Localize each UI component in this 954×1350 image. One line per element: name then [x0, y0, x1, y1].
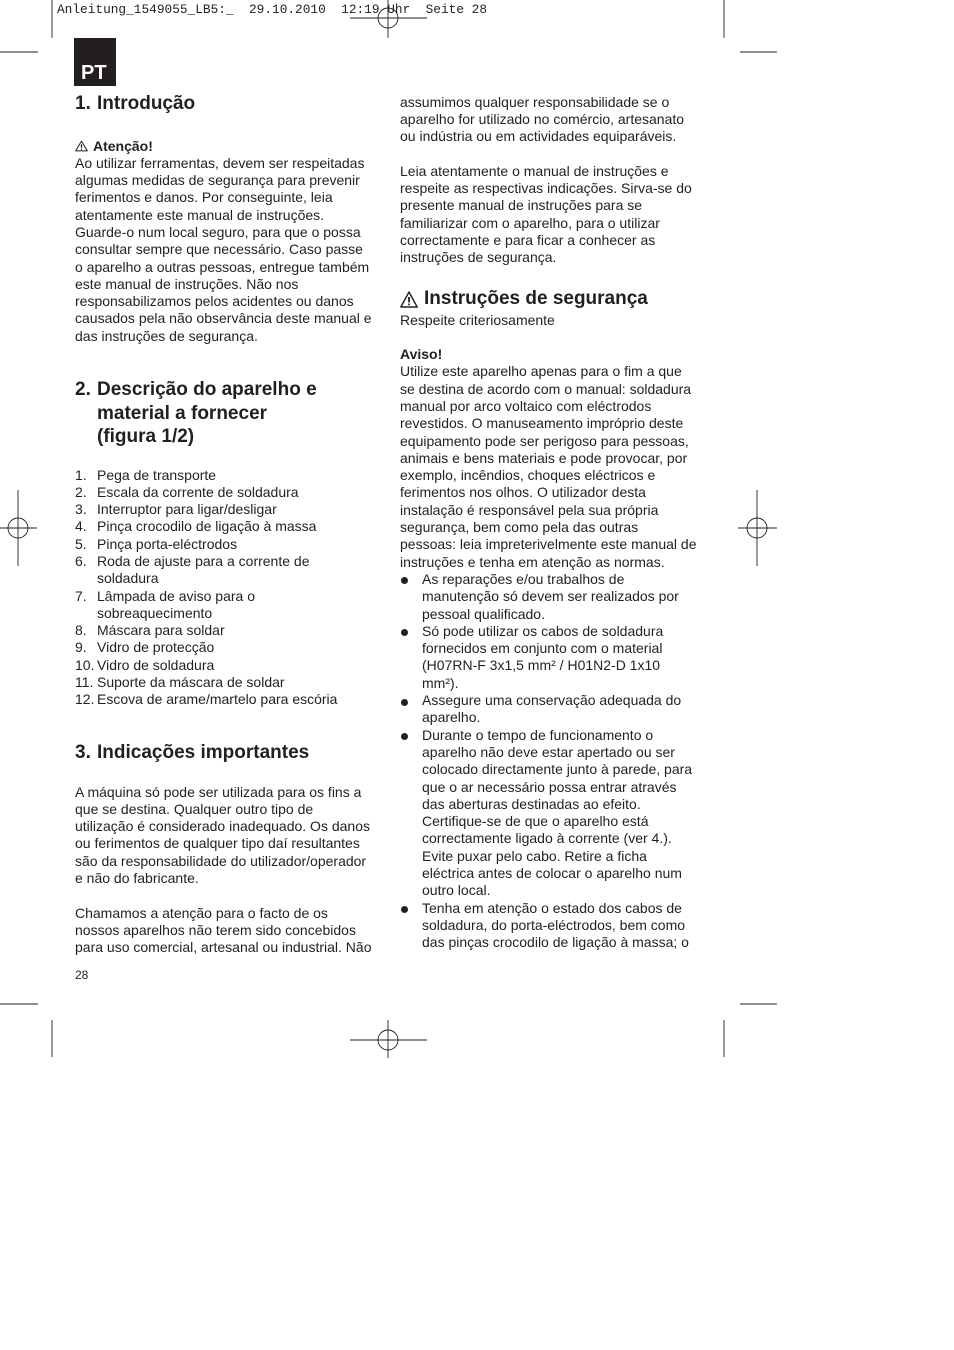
important-paragraph [75, 784, 372, 888]
safety-text-line: animais e bens materiais e pode provocar, por [400, 449, 688, 466]
parts-list-item [75, 588, 337, 623]
parts-list-item [75, 674, 337, 691]
section-number: 2. [75, 379, 91, 401]
safety-text-line: instruções e tenha em atenção as normas. [400, 553, 665, 570]
continued-paragraph-line: Leia atentamente o manual de instruções e [400, 162, 669, 179]
section-title: Descrição do aparelho e [97, 379, 317, 401]
safety-body [400, 312, 697, 952]
introduction-text-line: responsabilizamos pelos acidentes ou danos [75, 293, 354, 310]
parts-list-text [97, 518, 316, 535]
parts-list-item [75, 536, 337, 553]
section-title: Instruções de segurança [424, 288, 648, 309]
safety-text-line: manual por arco voltaico com eléctrodos [400, 397, 652, 414]
parts-list-number: 5. [75, 535, 87, 552]
bullet-icon [401, 629, 408, 636]
parts-list-item [75, 691, 337, 708]
important-paragraph-line: Chamamos a atenção para o facto de os [75, 904, 328, 921]
parts-list-item [75, 484, 337, 501]
page-number: 28 [75, 968, 89, 982]
parts-list-text-line: Escala da corrente de soldadura [97, 483, 299, 500]
introduction-text [75, 155, 372, 345]
safety-bullet-line: Certifique-se de que o aparelho está [422, 813, 649, 830]
parts-list-text-line: soldadura [97, 570, 159, 587]
attention-label: Atenção! [93, 137, 153, 154]
language-badge-label: PT [81, 62, 107, 84]
parts-list-text-line: Pinça crocodilo de ligação à massa [97, 518, 317, 535]
parts-list-text [97, 622, 225, 639]
warning-icon [75, 140, 88, 152]
safety-bullet-item [400, 692, 697, 727]
important-paragraph-line: são da responsabilidade do utilizador/operador [75, 852, 367, 869]
safety-bullet-line: pessoal qualificado. [422, 605, 545, 622]
important-body [75, 784, 372, 957]
section-title: Introdução [97, 93, 196, 114]
safety-text-line: pessoas: leia impreterivelmente este manual de [400, 536, 697, 553]
parts-list-text [97, 484, 299, 501]
introduction-text-line: atentamente este manual de instruções. [75, 206, 325, 223]
parts-list-text-line: Escova de arame/martelo para escória [97, 691, 338, 708]
safety-bullet-item [400, 571, 697, 623]
crop-mark-bottom-left [0, 1004, 52, 1057]
safety-text-line: segurança, bem como pela das outras [400, 519, 639, 536]
safety-bullet-line: das pinças crocodilo de ligação à massa; o [422, 934, 689, 951]
parts-list-item [75, 467, 337, 484]
safety-text-line: instalação é responsável pela sua própria [400, 501, 659, 518]
important-paragraph-line: e não do fabricante. [75, 869, 199, 886]
introduction-text-line: o aparelho a outras pessoas, entregue também [75, 258, 370, 275]
warning-icon [400, 291, 418, 308]
parts-list-item [75, 622, 337, 639]
parts-list-number: 12. [75, 691, 95, 708]
introduction-text-line: causados pela não observância deste manual e [75, 310, 372, 327]
parts-list-item [75, 518, 337, 535]
bullet-icon [401, 906, 408, 913]
parts-list-number: 9. [75, 639, 87, 656]
registration-mark-left [0, 490, 37, 566]
parts-list-number: 6. [75, 552, 87, 569]
safety-bullet-line: correctamente ligado à corrente (ver 4.). [422, 830, 672, 847]
important-paragraph-line: nossos aparelhos não terem sido concebidos [75, 921, 356, 938]
safety-bullet-line: que o ar necessário possa entrar através [422, 778, 677, 795]
parts-list-text-line: Pinça porta-eléctrodos [97, 535, 238, 552]
introduction-text-line: algumas medidas de segurança para prevenir [75, 172, 360, 189]
introduction-text-line: Guarde-o num local seguro, para que o possa [75, 223, 361, 240]
continued-paragraph-line: aparelho for utilizado no comércio, artesanato [400, 110, 685, 127]
introduction-text-line: ferimentos e danos. Por conseguinte, leia [75, 189, 333, 206]
bullet-icon [401, 699, 408, 706]
safety-text-line: Utilize este aparelho apenas para o fim a que [400, 363, 682, 380]
parts-list-text-line: Vidro de protecção [97, 639, 215, 656]
important-paragraph [75, 905, 372, 957]
continued-paragraph [400, 163, 692, 267]
safety-bullet-line: aparelho. [422, 709, 481, 726]
parts-list-text [97, 657, 214, 674]
continued-paragraph [400, 94, 692, 146]
safety-bullet-line: eléctrica antes de colocar o aparelho num [422, 865, 682, 881]
continued-paragraph-line: correctamente e para ficar a conhecer as [400, 231, 656, 248]
important-paragraph-line: para uso comercial, artesanal ou industrial. Não [75, 939, 372, 956]
parts-list-text-line: Máscara para soldar [97, 622, 225, 639]
safety-bullet-line: Durante o tempo de funcionamento o [422, 726, 654, 743]
section-heading-description [75, 378, 317, 449]
introduction-text-line: das instruções de segurança. [75, 327, 258, 344]
parts-list-number: 8. [75, 622, 87, 639]
print-slug: Anleitung_1549055_LB5:_ 29.10.2010 12:19 Uhr Seite 28 [57, 2, 488, 17]
parts-list-text-line: Lâmpada de aviso para o [97, 587, 255, 604]
safety-bullet-line: As reparações e/ou trabalhos de [422, 570, 625, 587]
safety-bullet-line: outro local. [422, 882, 491, 899]
section-heading-safety [400, 288, 648, 310]
safety-subtitle: Respeite criteriosamente [400, 311, 555, 328]
safety-bullet-item [400, 900, 697, 952]
bullet-icon [401, 733, 408, 740]
registration-mark-bottom [350, 1020, 427, 1058]
parts-list-text [97, 467, 216, 484]
parts-list-text-line: Vidro de soldadura [97, 656, 215, 673]
safety-bullet-line: Só pode utilizar os cabos de soldadura [422, 622, 664, 639]
safety-bullet-line: Assegure uma conservação adequada do [422, 692, 682, 709]
bullet-icon [401, 577, 408, 584]
parts-list-text [97, 691, 337, 708]
parts-list-number: 7. [75, 587, 87, 604]
parts-list [75, 467, 337, 709]
parts-list-text [97, 674, 285, 691]
safety-bullet-list [400, 571, 697, 952]
safety-bullet-line: manutenção só devem ser realizados por [422, 588, 679, 605]
parts-list-item [75, 639, 337, 656]
safety-text-line: exemplo, incêndios, choques eléctricos e [400, 467, 656, 484]
continued-paragraph-line: presente manual de instruções para se [400, 197, 643, 214]
introduction-text-line: consultar sempre que necessário. Caso passe [75, 241, 363, 258]
parts-list-text [97, 553, 309, 588]
parts-list-item [75, 553, 337, 588]
parts-list-text [97, 588, 255, 623]
introduction-body [75, 138, 372, 346]
parts-list-text-line: Pega de transporte [97, 466, 217, 483]
parts-list-text [97, 501, 277, 518]
continued-paragraph-line: respeite as respectivas indicações. Sirva-se do [400, 179, 692, 196]
continued-paragraph-line: instruções de segurança. [400, 249, 557, 266]
parts-list-number: 1. [75, 466, 87, 483]
crop-mark-bottom-right [724, 1004, 777, 1057]
parts-list-item [75, 501, 337, 518]
heading-line: material a fornecer [97, 402, 268, 424]
crop-mark-top-right [724, 0, 777, 52]
parts-list-text-line: sobreaquecimento [97, 604, 213, 621]
safety-bullet-line: soldadura, do porta-eléctrodos, bem como [422, 916, 686, 933]
parts-list-number: 11. [75, 674, 94, 691]
safety-bullet-line: (H07RN-F 3x1,5 mm² / H01N2-D 1x10 [422, 657, 661, 674]
parts-list-number: 4. [75, 518, 87, 535]
safety-bullet-item [400, 727, 697, 900]
parts-list-text-line: Interruptor para ligar/desligar [97, 501, 277, 518]
language-badge [74, 38, 116, 86]
safety-bullet-line: Evite puxar pelo cabo. Retire a ficha [422, 847, 647, 864]
heading-line [75, 378, 317, 402]
continued-paragraph-line: familiarizar com o aparelho, para o utilizar [400, 214, 660, 231]
safety-bullet-line: colocado directamente junto à parede, para [422, 761, 693, 778]
continued-paragraph-line: ou indústria ou em actividades equiparáveis. [400, 128, 677, 145]
parts-list-number: 10. [75, 656, 95, 673]
safety-bullet-line: das aberturas destinadas ao efeito. [422, 795, 641, 812]
attention-label-line [75, 138, 372, 155]
safety-bullet-line: fornecidos em conjunto com o material [422, 640, 663, 657]
parts-list-number: 2. [75, 483, 87, 500]
important-paragraph-line: ou ferimentos de qualquer tipo daí resultantes [75, 835, 360, 852]
important-paragraph-line: utilização é considerado inadequado. Os danos [75, 818, 370, 835]
safety-text-line: se destina de acordo com o manual: soldadura [400, 380, 692, 397]
safety-text-line: revestidos. O manuseamento impróprio deste [400, 415, 684, 432]
warning-label: Aviso! [400, 346, 443, 363]
registration-mark-right [738, 490, 777, 566]
introduction-text-line: este manual de instruções. Não nos [75, 275, 299, 292]
safety-bullet-line: Tenha em atenção o estado dos cabos de [422, 899, 682, 916]
continued-text [400, 94, 692, 267]
parts-list-text [97, 536, 237, 553]
safety-text [400, 363, 697, 571]
parts-list-text [97, 639, 214, 656]
parts-list-text-line: Suporte da máscara de soldar [97, 674, 285, 691]
section-heading-introduction [75, 93, 195, 115]
important-paragraph-line: A máquina só pode ser utilizada para os fins a [75, 783, 362, 800]
introduction-text-line: Ao utilizar ferramentas, devem ser respeitadas [75, 154, 365, 171]
parts-list-text-line: Roda de ajuste para a corrente de [97, 552, 310, 569]
safety-bullet-line: mm²). [422, 674, 459, 691]
crop-mark-top-left [0, 0, 52, 52]
safety-text-line: equipamento pode ser perigoso para pessoas, [400, 432, 689, 449]
section-number: 3. [75, 742, 91, 763]
safety-bullet-line: aparelho não deve estar apertado ou ser [422, 743, 675, 760]
section-number: 1. [75, 93, 91, 114]
parts-list-number: 3. [75, 501, 87, 518]
section-heading-important [75, 742, 309, 764]
continued-paragraph-line: assumimos qualquer responsabilidade se o [400, 93, 670, 110]
parts-list-item [75, 657, 337, 674]
heading-line: (figura 1/2) [97, 426, 195, 448]
safety-text-line: ferimentos nos olhos. O utilizador desta [400, 484, 646, 501]
important-paragraph-line: que se destina. Qualquer outro tipo de [75, 800, 314, 817]
safety-bullet-item [400, 623, 697, 692]
section-title: Indicações importantes [97, 742, 310, 763]
